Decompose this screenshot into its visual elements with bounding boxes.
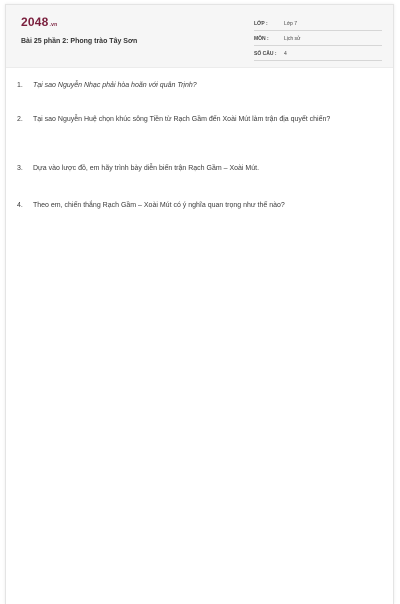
- question-number: 3.: [17, 165, 23, 172]
- meta-value-subject: Lịch sử: [284, 36, 301, 42]
- question-number: 2.: [17, 116, 23, 123]
- meta-label-question-count: SỐ CÂU :: [254, 51, 277, 57]
- worksheet-header: [6, 5, 393, 68]
- logo-main-text: 2048: [21, 15, 49, 29]
- meta-label-grade: LỚP :: [254, 21, 268, 27]
- question-text: Dựa vào lược đồ, em hãy trình bày diễn biến trận Rạch Gầm – Xoài Mút.: [33, 165, 260, 172]
- question-text: Tại sao Nguyễn Huệ chọn khúc sông Tiền từ Rạch Gầm đến Xoài Mút làm trận địa quyết chiến?: [33, 116, 331, 123]
- worksheet-page: [5, 4, 394, 604]
- question-number: 4.: [17, 202, 23, 209]
- meta-value-question-count: 4: [284, 51, 287, 57]
- meta-row-subject: [254, 33, 382, 46]
- question-text: Tại sao Nguyễn Nhạc phải hòa hoãn với quân Trịnh?: [33, 82, 197, 89]
- question-number: 1.: [17, 82, 23, 89]
- meta-value-grade: Lớp 7: [284, 21, 298, 27]
- meta-row-question-count: [254, 48, 382, 61]
- site-logo[interactable]: [21, 15, 57, 29]
- meta-row-grade: [254, 18, 382, 31]
- lesson-title: Bài 25 phần 2: Phong trào Tây Sơn: [21, 38, 138, 45]
- logo-suffix-text: .vn: [49, 22, 58, 28]
- meta-label-subject: MÔN :: [254, 36, 269, 42]
- question-text: Theo em, chiến thắng Rạch Gầm – Xoài Mút có ý nghĩa quan trọng như thế nào?: [33, 202, 285, 209]
